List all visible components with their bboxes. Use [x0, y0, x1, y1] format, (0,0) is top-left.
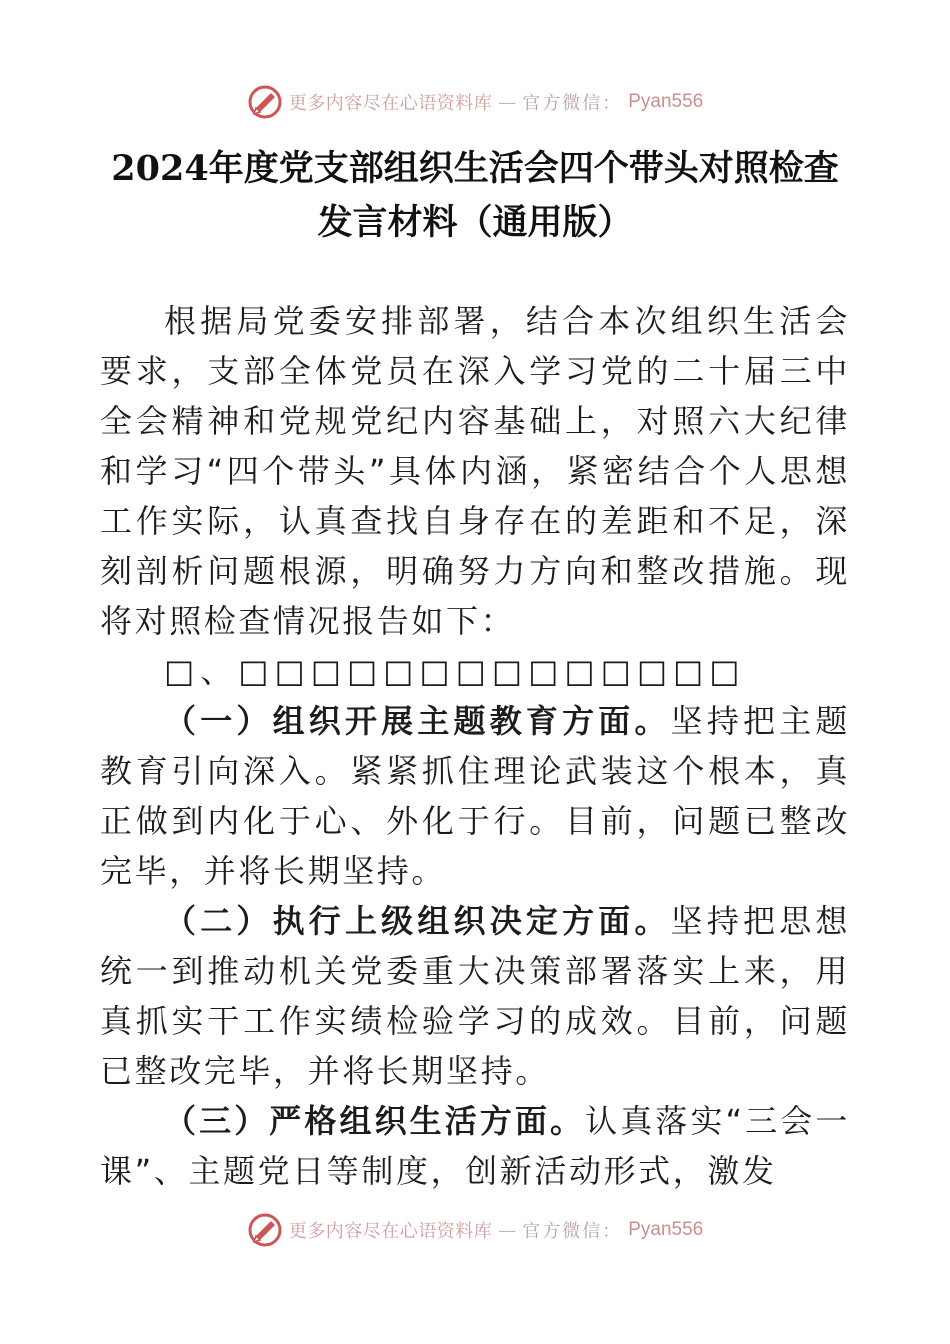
watermark-id: Pyan556: [628, 1219, 704, 1240]
document-body: [100, 296, 850, 1196]
intro-paragraph: 根据局党委安排部署，结合本次组织生活会要求，支部全体党员在深入学习党的二十届三中全会精神和党规党纪内容基础上，对照六大纪律和学习“四个带头”具体内涵，紧密结合个人思想工作实际，认真查找自身存在的差距和不足，深刻剖析问题根源，明确努力方向和整改措施。现将对照检查情况报告如下：: [100, 302, 850, 640]
section-heading: □、□□□□□□□□□□□□□□: [164, 652, 746, 690]
item-text-1: 坚持把主题教育引向深入。紧紧抓住理论武装这个根本，真正做到内化于心、外化于行。目前，问题已整改完毕，并将长期坚持。: [100, 702, 850, 890]
pen-logo-icon: [247, 1212, 283, 1248]
watermark-top: [0, 82, 950, 122]
item-lead-3: （三）严格组织生活方面。: [164, 1102, 586, 1140]
watermark-bottom: [0, 1210, 950, 1250]
watermark-label: 官方微信：: [522, 93, 623, 114]
watermark-label: 官方微信：: [522, 1221, 623, 1242]
item-lead-2: （二）执行上级组织决定方面。: [164, 902, 671, 940]
item-text-3: 认真落实“三会一课”、主题党日等制度，创新活动形式，激发: [100, 1102, 851, 1190]
pen-logo-icon: [247, 84, 283, 120]
item-lead-1: （一）组织开展主题教育方面。: [164, 702, 671, 740]
item-paragraph-1: [100, 696, 850, 896]
watermark-text: 更多内容尽在心语资料库: [288, 1221, 493, 1242]
watermark-text: 更多内容尽在心语资料库: [288, 93, 493, 114]
item-text-2: 坚持把思想统一到推动机关党委重大决策部署落实上来，用真抓实干工作实绩检验学习的成效。目前，问题已整改完毕，并将长期坚持。: [100, 902, 850, 1090]
watermark-separator: —: [498, 1219, 517, 1241]
watermark-id: Pyan556: [628, 91, 704, 112]
document-title: 2024年度党支部组织生活会四个带头对照检查发言材料（通用版）: [111, 148, 839, 243]
item-paragraph-3: [100, 1096, 850, 1196]
item-paragraph-2: [100, 896, 850, 1096]
watermark-separator: —: [498, 91, 517, 113]
